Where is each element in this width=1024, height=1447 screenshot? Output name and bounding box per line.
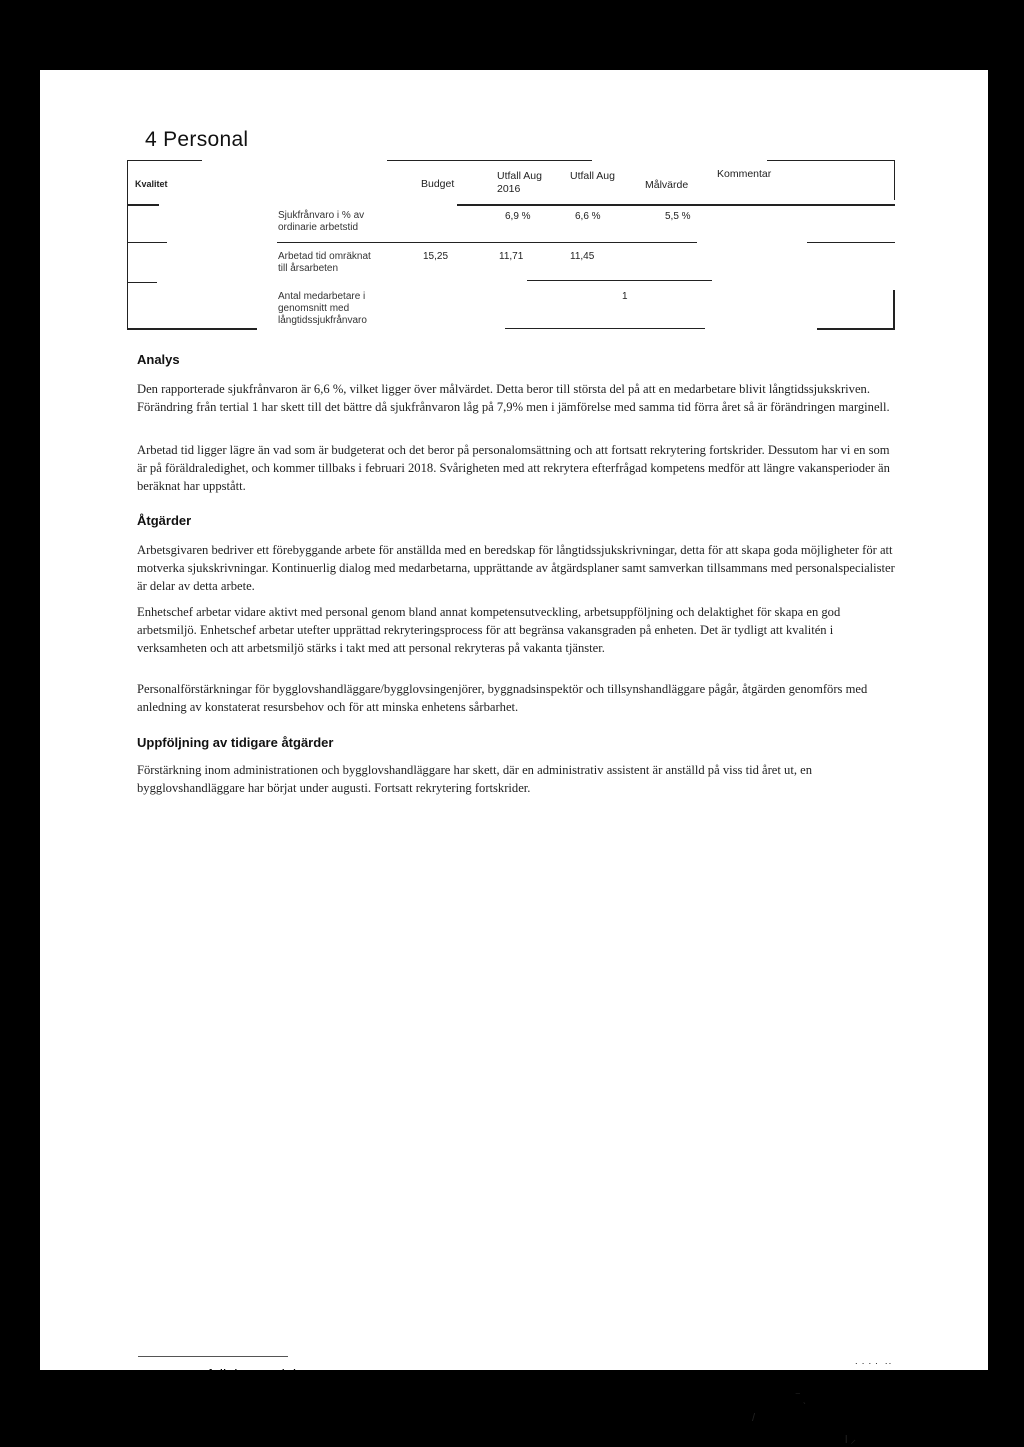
footer-text: Bygg, Uppföljning Tertial 2 <box>140 1368 309 1384</box>
header-kommentar: Kommentar <box>717 168 772 180</box>
header-budget: Budget <box>421 178 455 190</box>
row-label-line: genomsnitt med <box>278 303 350 314</box>
cell-utfall-aug: 6,6 % <box>575 211 601 222</box>
header-kvalitet: Kvalitet <box>135 179 168 189</box>
header-utfall-aug: Utfall Aug <box>570 170 615 182</box>
section-title: 4 Personal <box>145 128 249 151</box>
header-utfall-2016-line2: 2016 <box>497 183 521 195</box>
header-utfall-2016 <box>497 170 542 196</box>
cell-utfall-2016: 11,71 <box>499 251 524 262</box>
row-label-line: Sjukfrånvaro i % av <box>278 210 365 221</box>
scan-mark: ˙ ˙ ˙ ˙ ˙˙ <box>855 1362 893 1374</box>
kpi-table <box>127 160 895 330</box>
scan-mark: l ⸝ <box>845 1434 856 1446</box>
cell-utfall-aug: 1 <box>622 291 628 302</box>
header-malvarde: Målvärde <box>645 179 689 191</box>
heading-analys: Analys <box>137 352 180 367</box>
scan-mark: ‾ ˎ <box>796 1393 807 1405</box>
uppfoljning-paragraph-1: Förstärkning inom administrationen och bygglovshandläggare har skett, där en administrativ assistent är anställd på viss tid året ut, en bygglovshandläggare har börjat under augusti. Fortsatt rekrytering fortskrider. <box>137 763 813 795</box>
table-row-label <box>278 210 364 234</box>
analys-paragraph-1: Den rapporterade sjukfrånvaron är 6,6 %, vilket ligger över målvärdet. Detta beror till största del på att en medarbetare blivit långtidssjukskriven. Förändring från tertial 1 har skett till det bättre då sjukfrånvaron låg på 7,9% men i jämförelse med samma tid förra året så är förändringen marginell. <box>137 382 890 414</box>
cell-malvarde: 5,5 % <box>665 211 691 222</box>
table-row-label <box>278 251 371 275</box>
table-row-label <box>278 291 367 327</box>
footer-rule <box>138 1356 288 1357</box>
atgarder-paragraph-1: Arbetsgivaren bedriver ett förebyggande arbete för anställda med en beredskap för långtidssjukskrivningar, detta för att skapa goda möjligheter för att motverka sjukskrivningar. Kontinuerlig dialog med medarbetarna, upprättande av åtgärdsplaner samt samverkan tillsammans med personalspecialister är delar av detta arbete. <box>137 543 895 593</box>
cell-utfall-2016: 6,9 % <box>505 211 531 222</box>
row-label-line: till årsarbeten <box>278 263 339 274</box>
row-label-line: Antal medarbetare i <box>278 291 366 302</box>
row-label-line: Arbetad tid omräknat <box>278 251 371 262</box>
analys-paragraph-2: Arbetad tid ligger lägre än vad som är budgeterat och det beror på personalomsättning och att fortsatt rekrytering fortskrider. Dessutom har vi en som är på föräldraledighet, och kommer tillbaks i februari 2018. Svårigheten med att rekrytera efterfrågad kompetens medför att längre vakansperioder än beräknat har uppstått. <box>137 443 890 493</box>
atgarder-paragraph-2: Enhetschef arbetar vidare aktivt med personal genom bland annat kompetensutveckling, arbetsuppföljning och delaktighet för skapa en god arbetsmiljö. Enhetschef arbetar utefter upprättad rekryteringsprocess för att begränsa vakansgraden på enheten. Det är tydligt att kvalitén i verksamheten och att arbetsmiljö stärks i takt med att personal rekryteras på vakanta tjänster. <box>137 605 841 655</box>
scan-mark: / <box>752 1412 756 1424</box>
header-utfall-2016-line1: Utfall Aug <box>497 170 542 182</box>
cell-budget: 15,25 <box>423 251 449 262</box>
heading-atgarder: Åtgärder <box>137 513 192 528</box>
heading-uppfoljning: Uppföljning av tidigare åtgärder <box>137 735 334 750</box>
atgarder-paragraph-3: Personalförstärkningar för bygglovshandläggare/bygglovsingenjörer, byggnadsinspektör och tillsynshandläggare pågår, åtgärden genomförs med anledning av konstaterat resursbehov och för att minska enhetens sårbarhet. <box>137 682 868 714</box>
row-label-line: ordinarie arbetstid <box>278 222 359 233</box>
row-label-line: långtidssjukfrånvaro <box>278 315 367 326</box>
cell-utfall-aug: 11,45 <box>570 251 595 262</box>
